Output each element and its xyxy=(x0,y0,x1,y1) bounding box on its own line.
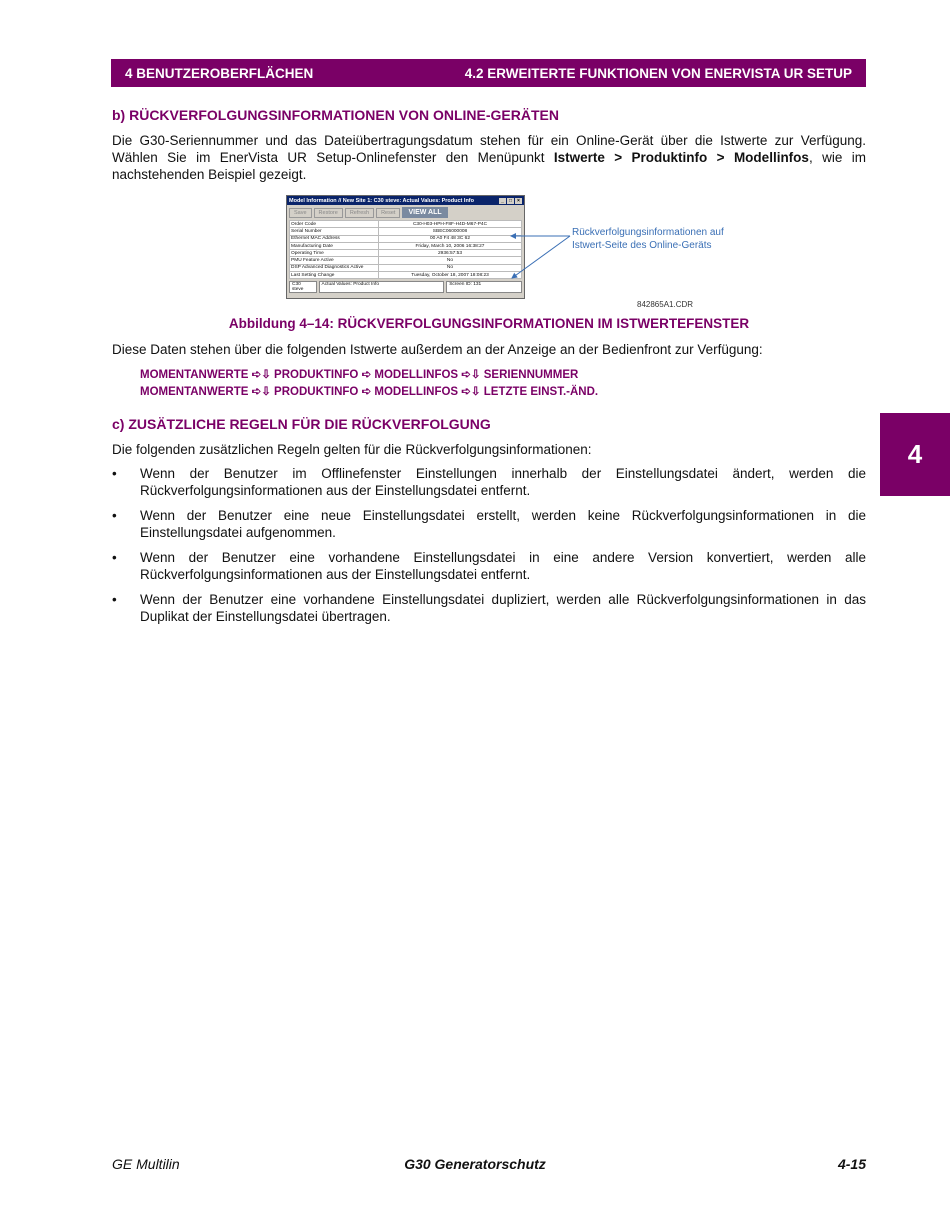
table-row xyxy=(290,221,522,228)
row-key: Ethernet MAC Address xyxy=(290,235,379,242)
figure-caption: Abbildung 4–14: RÜCKVERFOLGUNGSINFORMATIONEN IM ISTWERTEFENSTER xyxy=(228,316,750,331)
restore-button: Restore xyxy=(314,208,343,218)
table-row xyxy=(290,228,522,235)
close-icon: × xyxy=(515,198,522,204)
row-key: Order Code xyxy=(290,221,379,228)
list-item: • Wenn der Benutzer eine neue Einstellungsdatei erstellt, werden keine Rückverfolgungsinformationen in die Einstellungsdatei aufgenommen. xyxy=(112,507,866,541)
section-c-heading: c) ZUSÄTZLICHE REGELN FÜR DIE RÜCKVERFOLGUNG xyxy=(112,416,491,432)
row-value: Friday, March 10, 2006 16:38:27 xyxy=(379,242,522,249)
row-key: Manufacturing Date xyxy=(290,242,379,249)
callout-arrows xyxy=(505,228,575,283)
table-row xyxy=(290,235,522,242)
save-button: Save xyxy=(289,208,312,218)
rules-list xyxy=(112,465,866,633)
section-c-intro: Die folgenden zusätzlichen Regeln gelten für die Rückverfolgungsinformationen: xyxy=(112,442,592,457)
table-row xyxy=(290,264,522,271)
row-key: Last Setting Change xyxy=(290,272,379,279)
arrow-setting-change xyxy=(512,236,570,278)
menu-path-bold: Istwerte > Produktinfo > Modellinfos xyxy=(553,150,809,165)
header-section: 4.2 ERWEITERTE FUNKTIONEN VON ENERVISTA UR SETUP xyxy=(464,65,852,81)
row-key: Serial Number xyxy=(290,228,379,235)
figure-id: 842865A1.CDR xyxy=(637,300,694,309)
page-header xyxy=(111,59,866,87)
window-titlebar: Model Information // New Site 1: C30 steve: Actual Values: Product Info _ □ × xyxy=(287,196,524,205)
table-row xyxy=(290,257,522,264)
status-bar: C30 steve Actual Values: Product Info Screen ID: 131 xyxy=(289,281,522,293)
refresh-button: Refresh xyxy=(345,208,374,218)
figure-callout: Rückverfolgungsinformationen auf Istwert-Seite des Online-Geräts xyxy=(572,227,724,251)
list-item: • Wenn der Benutzer im Offlinefenster Einstellungen innerhalb der Einstellungsdatei ändert, werden die Rückverfolgungsinformationen aus der Einstellungsdatei entfernt. xyxy=(112,465,866,499)
model-info-table xyxy=(289,220,522,279)
row-value: SBEC06000008 xyxy=(379,228,522,235)
section-b-paragraph: Die G30-Seriennummer und das Dateiübertragungsdatum stehen für ein Online-Gerät über die Istwerte zur Verfügung. Wählen Sie im EnerVista UR Setup-Onlinefenster den Menüpunkt Istwerte > Produktinfo > Modellinfos, wie im nachstehenden Beispiel gezeigt. xyxy=(112,133,866,182)
maximize-icon: □ xyxy=(508,197,513,204)
table-row xyxy=(290,250,522,257)
footer-product: G30 Generatorschutz xyxy=(404,1156,546,1172)
row-key: DSP Advanced Diagnostics Active xyxy=(290,264,379,271)
header-chapter: 4 BENUTZEROBERFLÄCHEN xyxy=(125,65,314,81)
row-value: 00 A0 F4 48 3C 62 xyxy=(379,235,522,242)
chapter-tab: 4 xyxy=(880,413,950,496)
table-row xyxy=(290,242,522,249)
section-b-heading: b) RÜCKVERFOLGUNGSINFORMATIONEN VON ONLINE-GERÄTEN xyxy=(112,107,559,123)
row-value: Tuesday, October 18, 2007 18:08:23 xyxy=(379,272,522,279)
row-value: 2936:57:53 xyxy=(379,250,522,257)
reset-button: Reset xyxy=(376,208,400,218)
list-item: • Wenn der Benutzer eine vorhandene Einstellungsdatei in eine andere Version konvertiert, werden alle Rückverfolgungsinformationen aus der Einstellungsdatei entfernt. xyxy=(112,549,866,583)
menu-path-setting-change: MOMENTANWERTE ➪⇩ PRODUKTINFO ➪ MODELLINFOS ➪⇩ LETZTE EINST.-ÄND. xyxy=(140,386,599,398)
row-value: No xyxy=(379,264,522,271)
row-value: No xyxy=(379,257,522,264)
paragraph-after-figure: Diese Daten stehen über die folgenden Istwerte außerdem an der Anzeige an der Bedienfront zur Verfügung: xyxy=(112,342,763,357)
footer-company: GE Multilin xyxy=(112,1156,180,1172)
window-toolbar xyxy=(287,205,524,220)
row-value: C30-H03-HPH-F8F-H4D-M67-P4C xyxy=(379,221,522,228)
minimize-icon: _ xyxy=(499,198,506,204)
row-key: PMU Feature Active xyxy=(290,257,379,264)
footer-page-number: 4-15 xyxy=(837,1156,866,1172)
view-all-button: VIEW ALL xyxy=(402,207,447,218)
menu-path-serial: MOMENTANWERTE ➪⇩ PRODUKTINFO ➪ MODELLINFOS ➪⇩ SERIENNUMMER xyxy=(140,369,579,381)
list-item: • Wenn der Benutzer eine vorhandene Einstellungsdatei dupliziert, werden alle Rückverfolgungsinformationen in das Duplikat der Einstellungsdatei übertragen. xyxy=(112,591,866,625)
table-row xyxy=(290,272,522,279)
model-info-screenshot xyxy=(286,195,525,299)
row-key: Operating Time xyxy=(290,250,379,257)
